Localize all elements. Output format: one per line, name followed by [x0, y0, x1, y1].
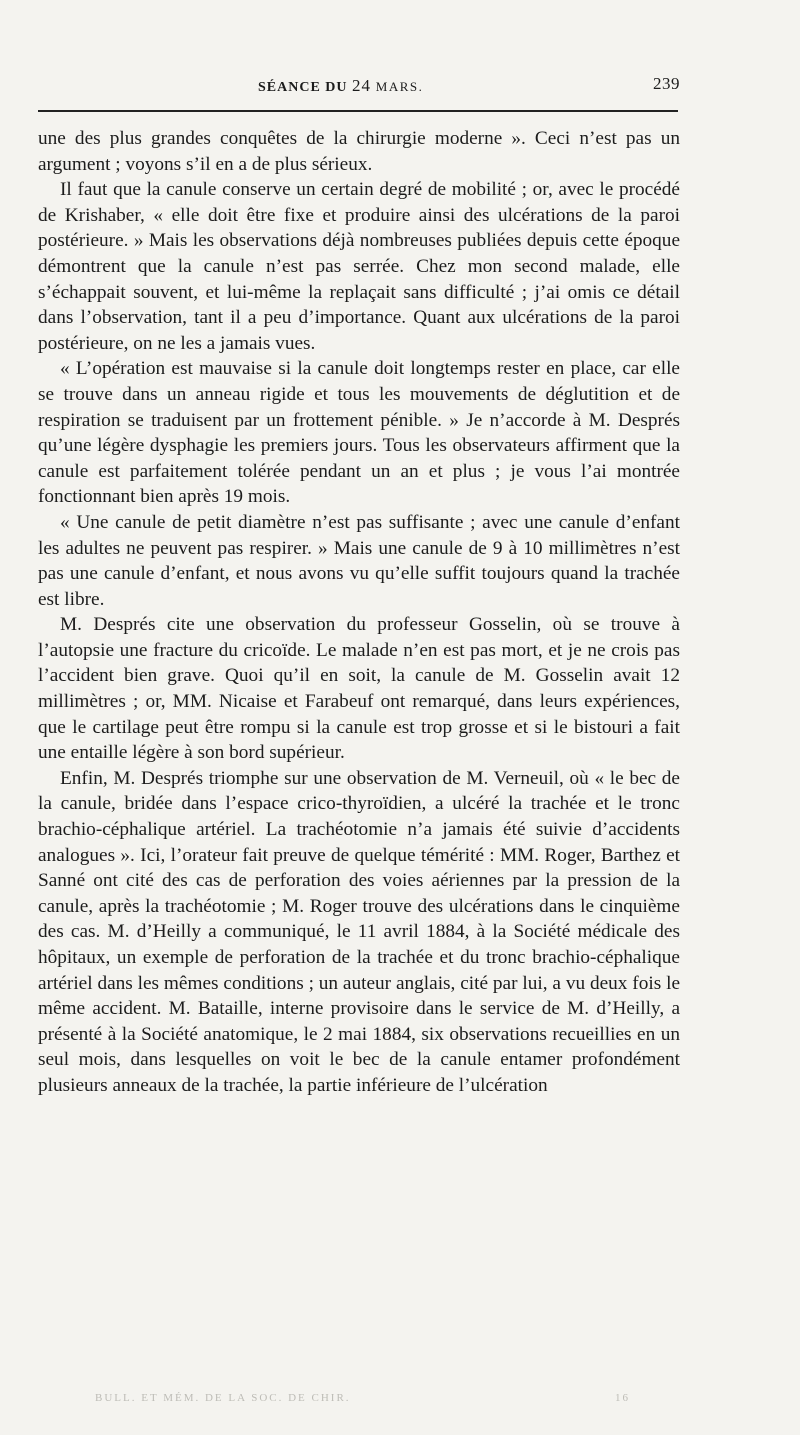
paragraph: M. Després cite une observation du professeur Gosselin, où se trouve à l’autopsie une fracture du cricoïde. Le malade n’en est pas mort, et je ne crois pas l’accident bien grave. Quoi qu’il en soit, la canule de M. Gosselin avait 12 millimètres ; or, MM. Nicaise et Farabeuf ont remarqué, dans leurs expériences, que le cartilage peut être rompu si la canule est trop grosse et si le bistouri a fait une entaille légère à son bord supérieur.	[38, 614, 680, 764]
header-title-day: 24	[352, 76, 372, 95]
paragraph: « Une canule de petit diamètre n’est pas suffisante ; avec une canule d’enfant les adultes ne peuvent pas respirer. » Mais une canule de 9 à 10 millimètres n’est pas une canule d’enfant, et nous avons vu qu’elle suffit toujours quand la trachée est libre.	[38, 511, 680, 610]
header-rule	[38, 110, 678, 112]
page	[38, 72, 680, 1099]
footer-stamp	[95, 1392, 695, 1404]
footer-stamp-left: BULL. ET MÉM. DE LA SOC. DE CHIR.	[95, 1392, 351, 1404]
paragraph: Enfin, M. Després triomphe sur une observation de M. Verneuil, où « le bec de la canule, bridée dans l’espace crico-thyroïdien, a ulcéré la trachée et le tronc brachio-céphalique artériel. La trachéotomie n’a jamais été suivie d’accidents analogues ». Ici, l’orateur fait preuve de quelque témérité : MM. Roger, Barthez et Sanné ont cité des cas de perforation des voies aériennes par la pression de la canule, après la trachéotomie ; M. Roger trouve des ulcérations dans le cinquième des cas. M. d’Heilly a communiqué, le 11 avril 1884, à la Société médicale des hôpitaux, un exemple de perforation de la trachée et du tronc brachio-céphalique artériel dans les mêmes conditions ; un auteur anglais, cité par lui, a vu deux fois le même accident. M. Bataille, interne provisoire dans le service de M. d’Heilly, a présenté à la Société anatomique, le 2 mai 1884, six observations recueillies en un seul mois, dans lesquelles on voit le bec de la canule entamer profondément plusieurs anneaux de la trachée, la partie inférieure de l’ulcération	[38, 767, 680, 1096]
footer-stamp-right: 16	[615, 1392, 630, 1404]
header-title-prefix: SÉANCE DU	[258, 80, 353, 95]
paragraph: « L’opération est mauvaise si la canule doit longtemps rester en place, car elle se trouve dans un anneau rigide et tous les mouvements de déglutition et de respiration se traduisent par un frottement pénible. » Je n’accorde à M. Després qu’une légère dysphagie les premiers jours. Tous les observateurs affirment que la canule est parfaitement tolérée pendant un an et plus ; je vous l’ai montrée fonctionnant bien après 19 mois.	[38, 358, 680, 508]
page-number: 239	[653, 74, 680, 93]
paragraph: une des plus grandes conquêtes de la chirurgie moderne ». Ceci n’est pas un argument ; voyons s’il en a de plus sérieux.	[38, 128, 680, 175]
header-title-month: MARS.	[371, 79, 424, 94]
paragraph: Il faut que la canule conserve un certain degré de mobilité ; or, avec le procédé de Krishaber, « elle doit être fixe et produire ainsi des ulcérations de la paroi postérieure. » Mais les observations déjà nombreuses publiées depuis cette époque démontrent que la canule n’est pas serrée. Chez mon second malade, elle s’échappait souvent, et lui-même la replaçait sans difficulté ; j’ai omis ce détail dans l’observation, tant il a peu d’importance. Quant aux ulcérations de la paroi postérieure, on ne les a jamais vues.	[38, 179, 680, 354]
running-head	[38, 72, 680, 100]
body-text	[38, 126, 680, 1099]
page-header-title	[258, 76, 423, 96]
